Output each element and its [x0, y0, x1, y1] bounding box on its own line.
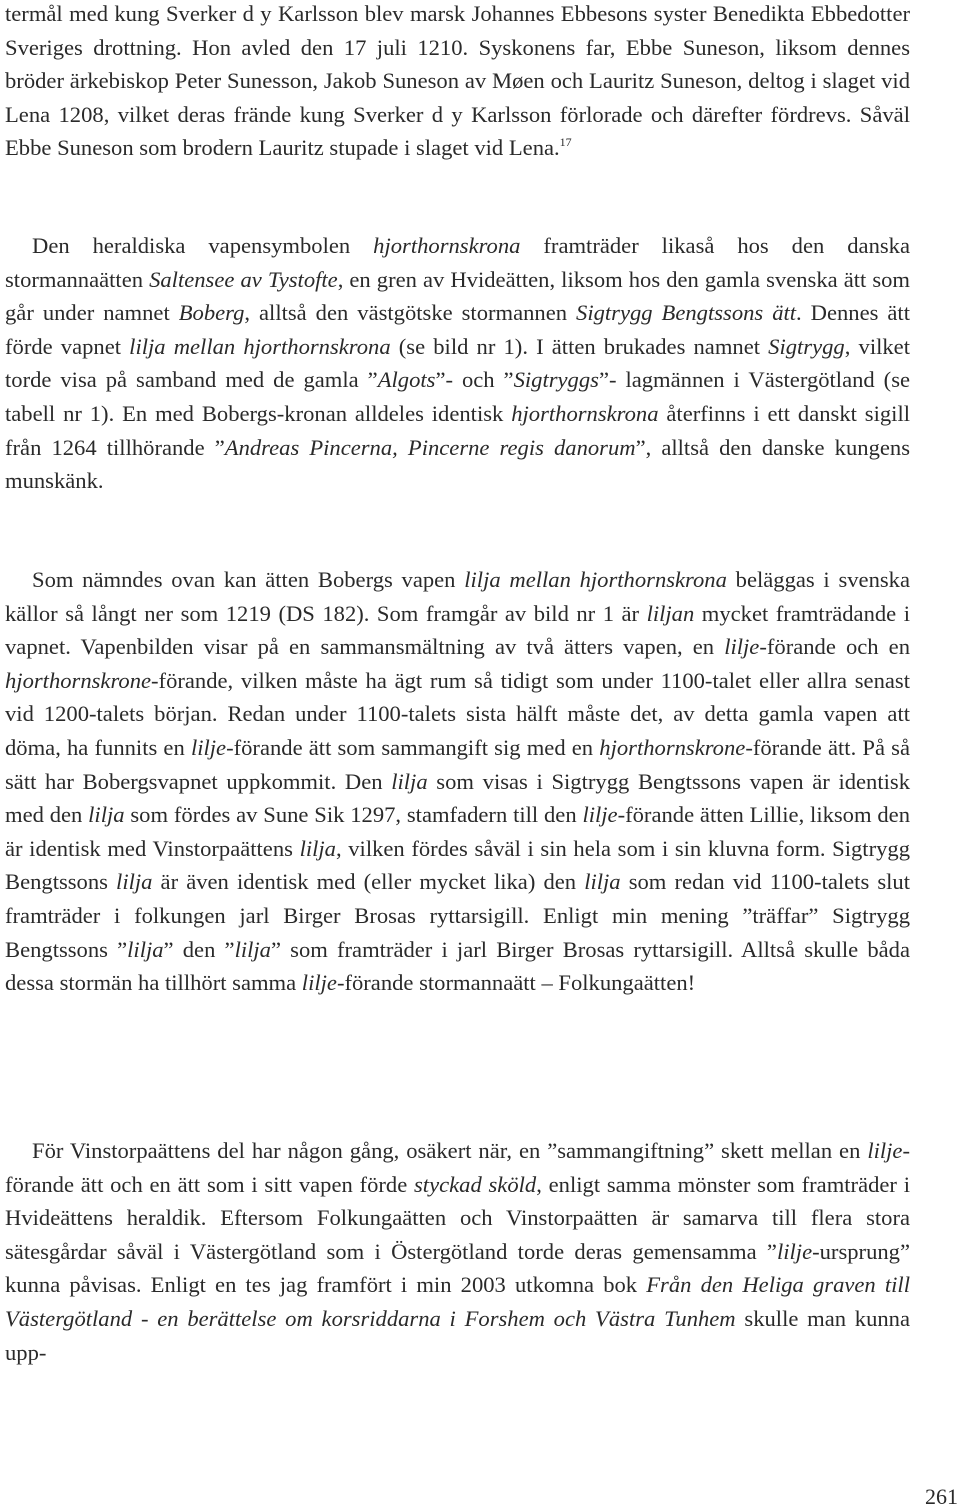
text-run: -ursprung” kunna påvisas. Enligt en tes jag framfört i min 2003 utkomna bok [5, 1238, 910, 1298]
text-run: -förande stormannaätt – Folkungaätten! [336, 970, 696, 996]
italic-text: lilja [391, 768, 428, 794]
italic-text: lilja [299, 835, 336, 861]
italic-text: Boberg [178, 300, 245, 326]
text-run: ” den ” [163, 936, 235, 962]
italic-text: hjorthornskrone [599, 734, 746, 760]
italic-text: lilja mellan hjorthornskrona [129, 333, 391, 359]
paragraph-4 [5, 1134, 910, 1369]
italic-text: Sigtrygg [768, 333, 845, 359]
italic-text: lilje [867, 1138, 903, 1163]
footnote-ref: 17 [559, 135, 572, 150]
italic-text: lilja [234, 936, 271, 962]
text-run: (se bild nr 1). I ätten brukades namnet [390, 333, 769, 359]
text-run: som visas i Sigtrygg Bengtssons vapen är identisk med den [5, 768, 910, 828]
text-run: , en gren av Hvideätten, liksom hos den gamla svenska ätt som går under namnet [5, 266, 911, 326]
italic-text: Från den Heliga graven till Västergötland - en berättelse om korsriddarna i Forshem och Västra Tunhem [5, 1272, 910, 1331]
italic-text: lilja [88, 802, 125, 828]
text-run: -förande och en [759, 634, 910, 660]
italic-text: hjorthornskrona [373, 233, 521, 258]
paragraph-2 [5, 229, 910, 498]
italic-text: lilja mellan hjorthornskrona [464, 567, 727, 592]
text-run: För Vinstorpaättens del har någon gång, osäkert när, en ”sammangiftning” skett mellan en [32, 1138, 868, 1163]
italic-text: Sigtrygg Bengtssons ätt [576, 300, 797, 326]
text-run: -förande ätt. På så sätt har Bobergsvapnet uppkommit. Den [5, 734, 910, 794]
text-run: ”- och ” [435, 367, 514, 393]
italic-text: Andreas Pincerna, Pincerne regis danorum [224, 434, 636, 460]
paragraph-1 [5, 0, 910, 165]
page-number: 261 [925, 1484, 958, 1509]
text-run: framträder likaså hos den danska stormannaätten [5, 233, 910, 292]
text-run: -förande ätt och en ätt som i sitt vapen förde [5, 1138, 910, 1197]
italic-text: Saltensee av Tystofte [149, 266, 338, 292]
italic-text: styckad sköld [414, 1171, 537, 1197]
italic-text: hjorthornskrone [5, 667, 152, 693]
text-run: mycket framträdande i vapnet. Vapenbilden visar på en sammansmältning av två ätters vapen, en [5, 600, 910, 660]
text-run: , vilken fördes såväl i sin hela som i sin kluvna form. Sigtrygg Bengtssons [5, 835, 910, 895]
text-run: , vilket torde visa på samband med de gamla ” [5, 333, 910, 393]
text-run: . Dennes ätt förde vapnet [5, 300, 910, 359]
italic-text: lilje [582, 802, 618, 828]
text-run: återfinns i ett danskt sigill från 1264 tillhörande ” [5, 400, 910, 460]
text-run: Den heraldiska vapensymbolen [32, 233, 374, 258]
text-run: som redan vid 1100-talets slut framträder i folkungen jarl Birger Brosas ryttarsigill. Enligt min mening ”träffar” Sigtrygg Bengtssons ” [5, 869, 910, 962]
text-run: Som nämndes ovan kan ätten Bobergs vapen [32, 567, 465, 592]
text-run: ” som framträder i jarl Birger Brosas ryttarsigill. Alltså skulle båda dessa stormän ha tillhört samma [5, 936, 910, 996]
text-run: -förande ätten Lillie, liksom den är identisk med Vinstorpaättens [5, 802, 910, 861]
text-run: termål med kung Sverker d y Karlsson blev marsk Johannes Ebbesons syster Benedikta Ebbedotter Sveriges drottning. Hon avled den 17 juli 1210. Syskonens far, Ebbe Suneson, liksom dennes bröder ärkebiskop Peter Sunesson, Jakob Suneson av Møen och Lauritz Suneson, deltog i slaget vid Lena 1208, vilket deras frände kung Sverker d y Karlsson förlorade och därefter fördrevs. Såväl Ebbe Suneson som brodern Lauritz stupade i slaget vid Lena. [5, 1, 910, 161]
text-run: ”- lagmännen i Västergötland (se tabell nr 1). En med Bobergs-kronan alldeles identisk [5, 367, 911, 426]
text-run: är även identisk med (eller mycket lika) den [152, 869, 585, 895]
text-run: -förande ätt som sammangift sig med en [226, 734, 600, 760]
text-run: skulle man kunna upp- [5, 1305, 911, 1365]
italic-text: lilje [190, 734, 227, 760]
italic-text: lilja [584, 869, 621, 895]
text-run: , alltså den västgötske stormannen [244, 300, 577, 326]
text-run: , enligt samma mönster som framträder i Hvideättens heraldik. Eftersom Folkungaätten och Vinstorpaätten är samarva till flera stora sätesgårdar såväl i Västergötland som i Östergötland torde deras gemensamma ” [5, 1171, 910, 1264]
italic-text: Sigtryggs [513, 367, 599, 393]
italic-text: hjorthornskrona [511, 400, 659, 426]
text-run: ”, alltså den danske kungens munskänk. [5, 434, 910, 494]
text-run: -förande, vilken måste ha ägt rum så tidigt som under 1100-talet eller allra senast vid 1200-talets början. Redan under 1100-talets sista hälft måste det, av detta gamla vapen att döma, ha funnits en [5, 667, 910, 760]
text-run: beläggas i svenska källor så långt ner som 1219 (DS 182). Som framgår av bild nr 1 är [5, 567, 910, 626]
italic-text: lilje [301, 970, 337, 996]
italic-text: lilja [127, 936, 164, 962]
italic-text: liljan [646, 600, 695, 626]
paragraph-3 [5, 563, 910, 1000]
italic-text: lilje [776, 1238, 813, 1264]
italic-text: Algots [377, 367, 436, 393]
italic-text: lilje [724, 634, 760, 660]
text-run: som fördes av Sune Sik 1297, stamfadern till den [124, 802, 583, 828]
italic-text: lilja [116, 869, 153, 895]
